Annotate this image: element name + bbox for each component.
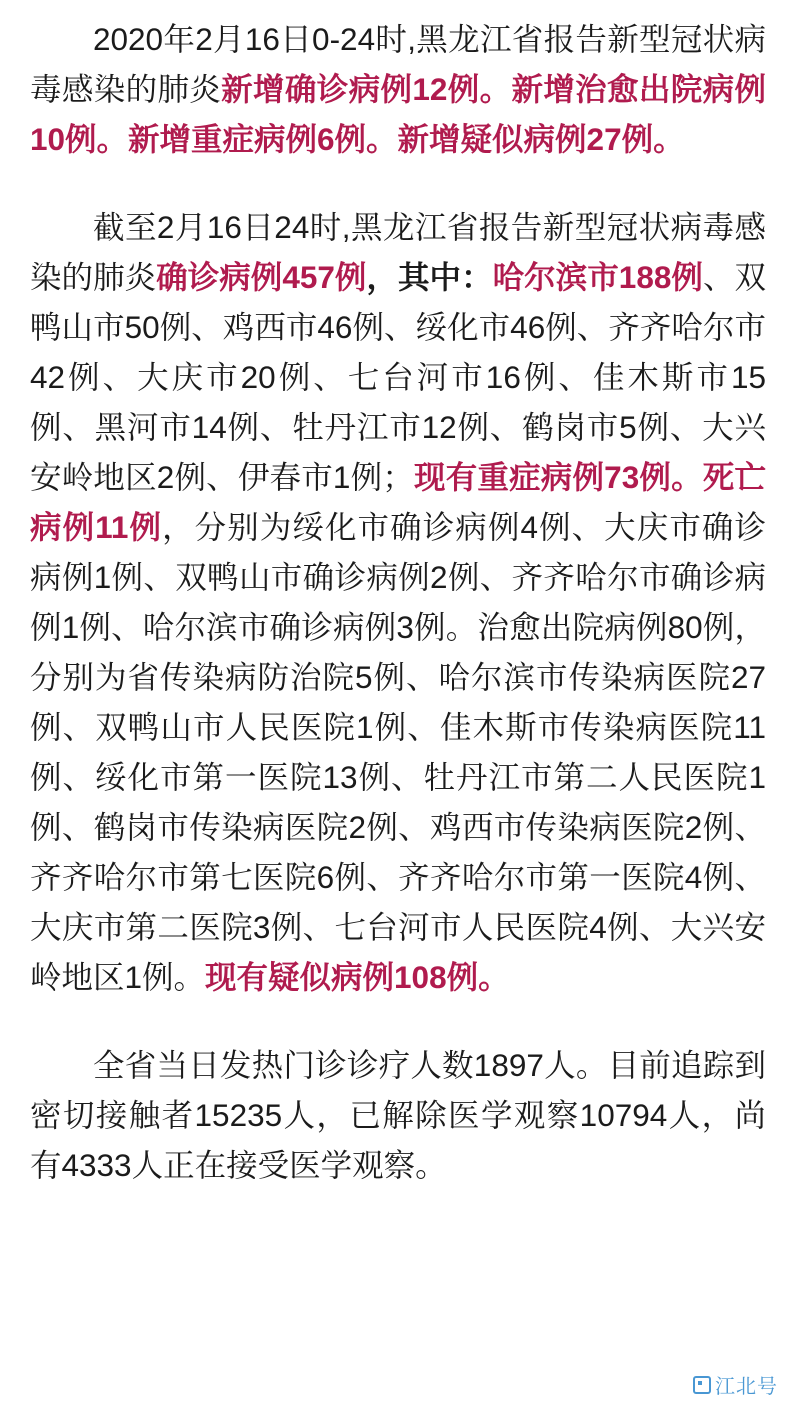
paragraph-cumulative-cases: [30, 202, 766, 1002]
watermark: [693, 1370, 778, 1399]
watermark-label: 江北号: [715, 1376, 778, 1398]
text-segment: 2020年2月16日0-24时,黑龙江省报告新型冠状病毒感染的肺炎: [30, 21, 766, 107]
paragraph-fever-clinic-tracking: [30, 1040, 766, 1190]
square-logo-icon: [693, 1376, 711, 1394]
text-segment: ，其中：: [366, 259, 493, 295]
highlighted-text-segment: 哈尔滨市188例: [492, 259, 703, 295]
highlighted-text-segment: 确诊病例457例: [156, 259, 367, 295]
highlighted-text-segment: 现有疑似病例108例。: [205, 959, 510, 995]
text-segment: 全省当日发热门诊诊疗人数1897人。目前追踪到密切接触者15235人，已解除医学观察10794人，尚有4333人正在接受医学观察。: [30, 1047, 766, 1183]
text-segment: 、双鸭山市50例、鸡西市46例、绥化市46例、齐齐哈尔市42例、大庆市20例、七台河市16例、佳木斯市15例、黑河市14例、牡丹江市12例、鹤岗市5例、大兴安岭地区2例、伊春市1例；: [30, 259, 766, 495]
text-segment: 截至2月16日24时,黑龙江省报告新型冠状病毒感染的肺炎: [30, 209, 766, 295]
text-segment: ，分别为绥化市确诊病例4例、大庆市确诊病例1例、双鸭山市确诊病例2例、齐齐哈尔市确诊病例1例、哈尔滨市确诊病例3例。治愈出院病例80例，分别为省传染病防治院5例、哈尔滨市传染病医院27例、双鸭山市人民医院1例、佳木斯市传染病医院11例、绥化市第一医院13例、牡丹江市第二人民医院1例、鹤岗市传染病医院2例、鸡西市传染病医院2例、齐齐哈尔市第七医院6例、齐齐哈尔市第一医院4例、大庆市第二医院3例、七台河市人民医院4例、大兴安岭地区1例。: [30, 509, 766, 995]
highlighted-text-segment: 现有重症病例73例。死亡病例11例: [30, 459, 766, 545]
highlighted-text-segment: 新增确诊病例12例。新增治愈出院病例10例。新增重症病例6例。新增疑似病例27例。: [30, 71, 766, 157]
paragraph-daily-new-cases: [30, 14, 766, 164]
